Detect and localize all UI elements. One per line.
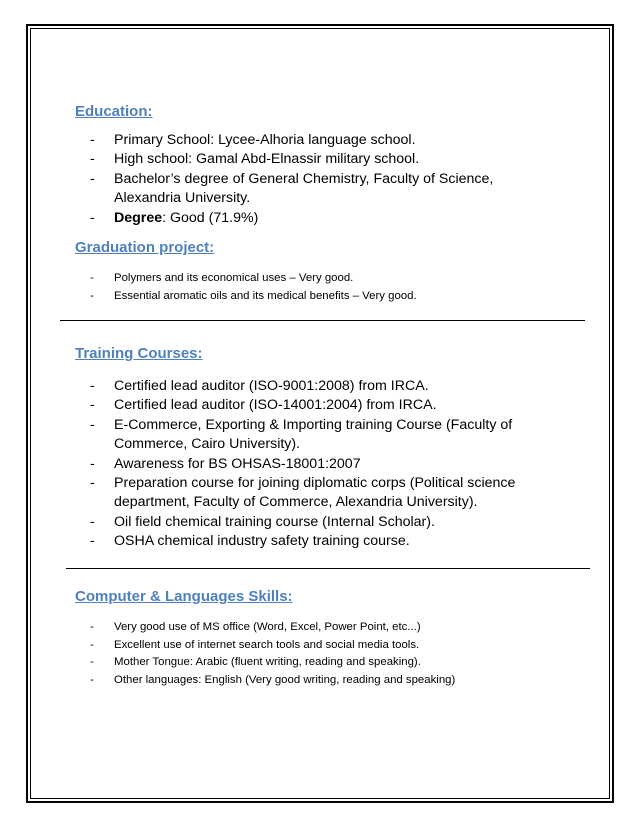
graduation-project-heading: Graduation project:: [75, 239, 215, 256]
computer-languages-heading: Computer & Languages Skills:: [75, 588, 293, 605]
training-courses-list: [90, 377, 560, 552]
computer-languages-list: [90, 619, 560, 689]
list-item: - Excellent use of internet search tools and social media tools.: [90, 638, 420, 651]
list-item: - Bachelor’s degree of General Chemistry, Faculty of Science, Alexandria University.: [90, 170, 494, 207]
list-item: - Awareness for BS OHSAS-18001:2007: [90, 455, 361, 472]
list-item: - Degree: Good (71.9%): [90, 209, 259, 226]
graduation-project-list: [90, 270, 560, 305]
list-item: - Certified lead auditor (ISO-9001:2008) from IRCA.: [90, 378, 429, 394]
list-item: - Very good use of MS office (Word, Excel, Power Point, etc...): [90, 621, 421, 633]
list-item: - Preparation course for joining diplomatic corps (Political science department, Faculty of Commerce, Alexandria University).: [90, 475, 516, 511]
list-item: - Polymers and its economical uses – Very good.: [90, 272, 354, 284]
list-item: - Mother Tongue: Arabic (fluent writing, reading and speaking).: [90, 656, 421, 669]
list-item: - OSHA chemical industry safety training course.: [90, 533, 410, 550]
education-list: [90, 131, 560, 228]
list-item: - Oil field chemical training course (Internal Scholar).: [90, 513, 435, 530]
list-item: - Certified lead auditor (ISO-14001:2004) from IRCA.: [90, 397, 437, 414]
education-heading: Education:: [75, 103, 153, 120]
list-item: - Primary School: Lycee-Alhoria language school.: [90, 132, 416, 148]
degree-label: Degree: [114, 209, 163, 226]
training-courses-heading: Training Courses:: [75, 345, 203, 362]
section-divider: [66, 568, 590, 569]
section-divider: [60, 320, 585, 321]
list-item: - High school: Gamal Abd-Elnassir military school.: [90, 151, 420, 168]
list-item: - Essential aromatic oils and its medical benefits – Very good.: [90, 289, 417, 302]
list-item: - E-Commerce, Exporting & Importing training Course (Faculty of Commerce, Cairo University).: [90, 416, 513, 453]
list-item: - Other languages: English (Very good writing, reading and speaking): [90, 673, 456, 686]
